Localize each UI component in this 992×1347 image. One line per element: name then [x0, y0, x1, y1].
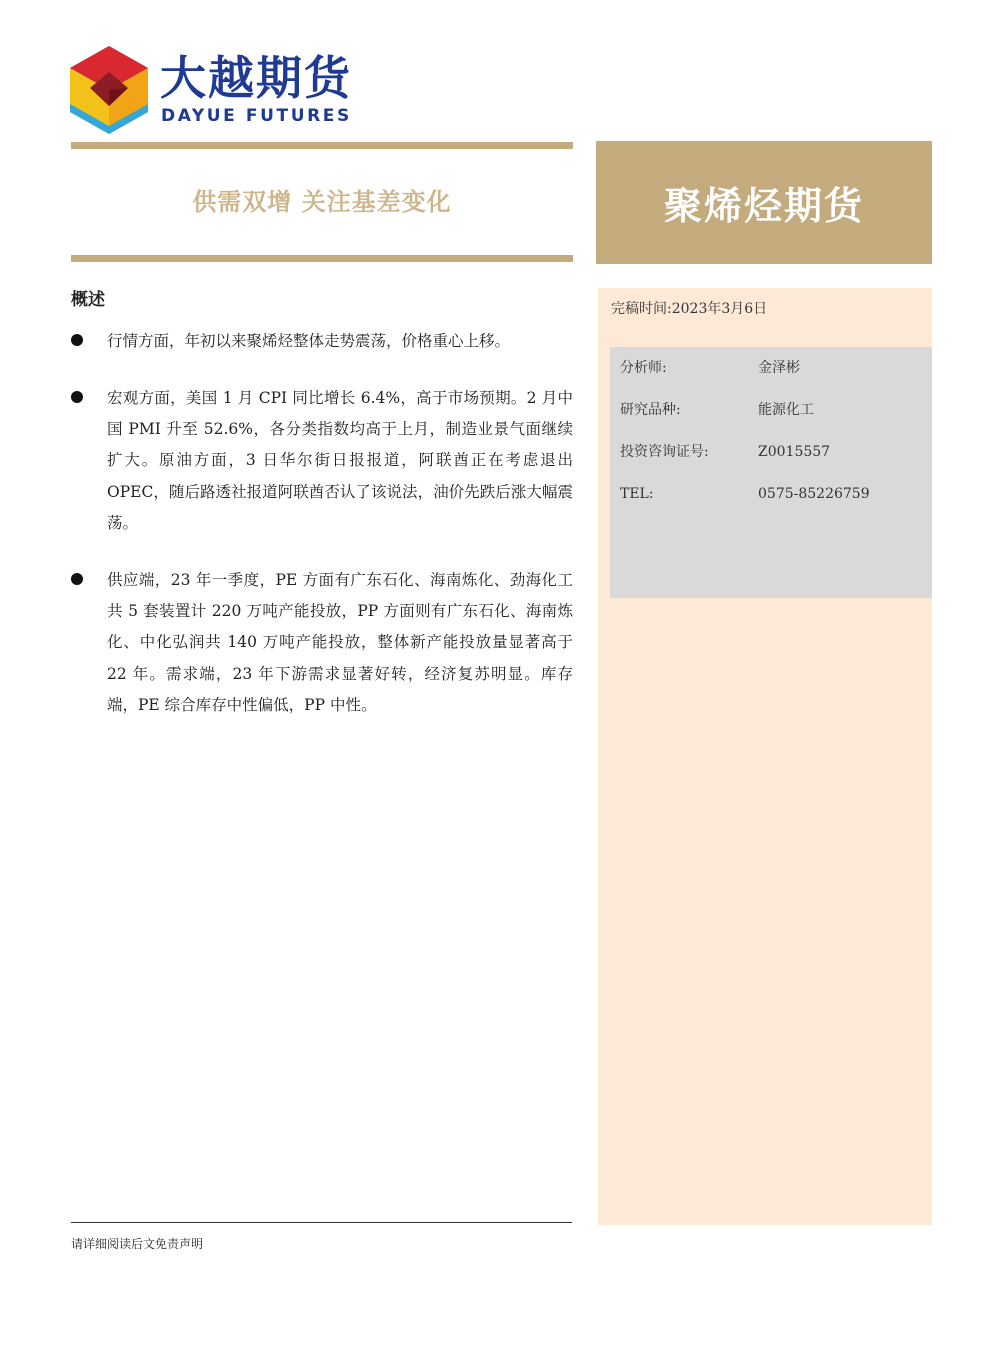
bullet-dot-icon [71, 334, 83, 346]
summary-bullet-1 [71, 326, 573, 357]
info-value-tel: 0575-85226759 [758, 486, 870, 502]
summary-bullet-text: 宏观方面，美国 1 月 CPI 同比增长 6.4%，高于市场预期。2 月中国 PMI 升至 52.6%，各分类指数均高于上月，制造业景气面继续扩大。原油方面，3 日华尔街日报报道，阿联酋正在考虑退出 OPEC，随后路透社报道阿联酋否认了该说法，油价先跌后涨大幅震荡。 [107, 389, 573, 532]
bullet-dot-icon [71, 573, 83, 585]
dayue-logo-icon [70, 46, 148, 134]
summary-bullet-text: 行情方面，年初以来聚烯烃整体走势震荡，价格重心上移。 [107, 332, 511, 350]
info-label-tel: TEL: [620, 486, 654, 502]
summary-bullet-text: 供应端，23 年一季度，PE 方面有广东石化、海南炼化、劲海化工共 5 套装置计 220 万吨产能投放，PP 方面则有广东石化、海南炼化、中化弘润共 140 万吨产能投放，整体新产能投放量显著高于 22 年。需求端，23 年下游需求显著好转，经济复苏明显。库存端，PE 综合库存中性偏低，PP 中性。 [107, 571, 573, 714]
report-category: 聚烯烃期货 [596, 141, 932, 264]
info-label-license: 投资咨询证号: [620, 444, 709, 460]
info-value-license: Z0015557 [758, 444, 831, 460]
brand-name-en: DAYUE FUTURES [161, 106, 352, 126]
analyst-info-box [610, 347, 932, 598]
info-value-analyst: 金泽彬 [758, 360, 800, 376]
completion-date: 完稿时间:2023年3月6日 [611, 301, 768, 317]
headline-top-rule [71, 142, 573, 149]
report-headline: 供需双增 关注基差变化 [192, 188, 452, 216]
footer-disclaimer: 请详细阅读后文免责声明 [71, 1237, 204, 1251]
info-label-analyst: 分析师: [620, 360, 667, 376]
section-title-summary: 概述 [71, 290, 105, 310]
brand-name-cn: 大越期货 [160, 51, 352, 105]
summary-bullet-3 [71, 565, 573, 721]
headline-bottom-rule [71, 255, 573, 262]
info-label-variety: 研究品种: [620, 402, 681, 418]
summary-bullet-2 [71, 383, 573, 539]
bullet-dot-icon [71, 391, 83, 403]
info-value-variety: 能源化工 [758, 402, 814, 418]
footer-rule [71, 1222, 572, 1223]
